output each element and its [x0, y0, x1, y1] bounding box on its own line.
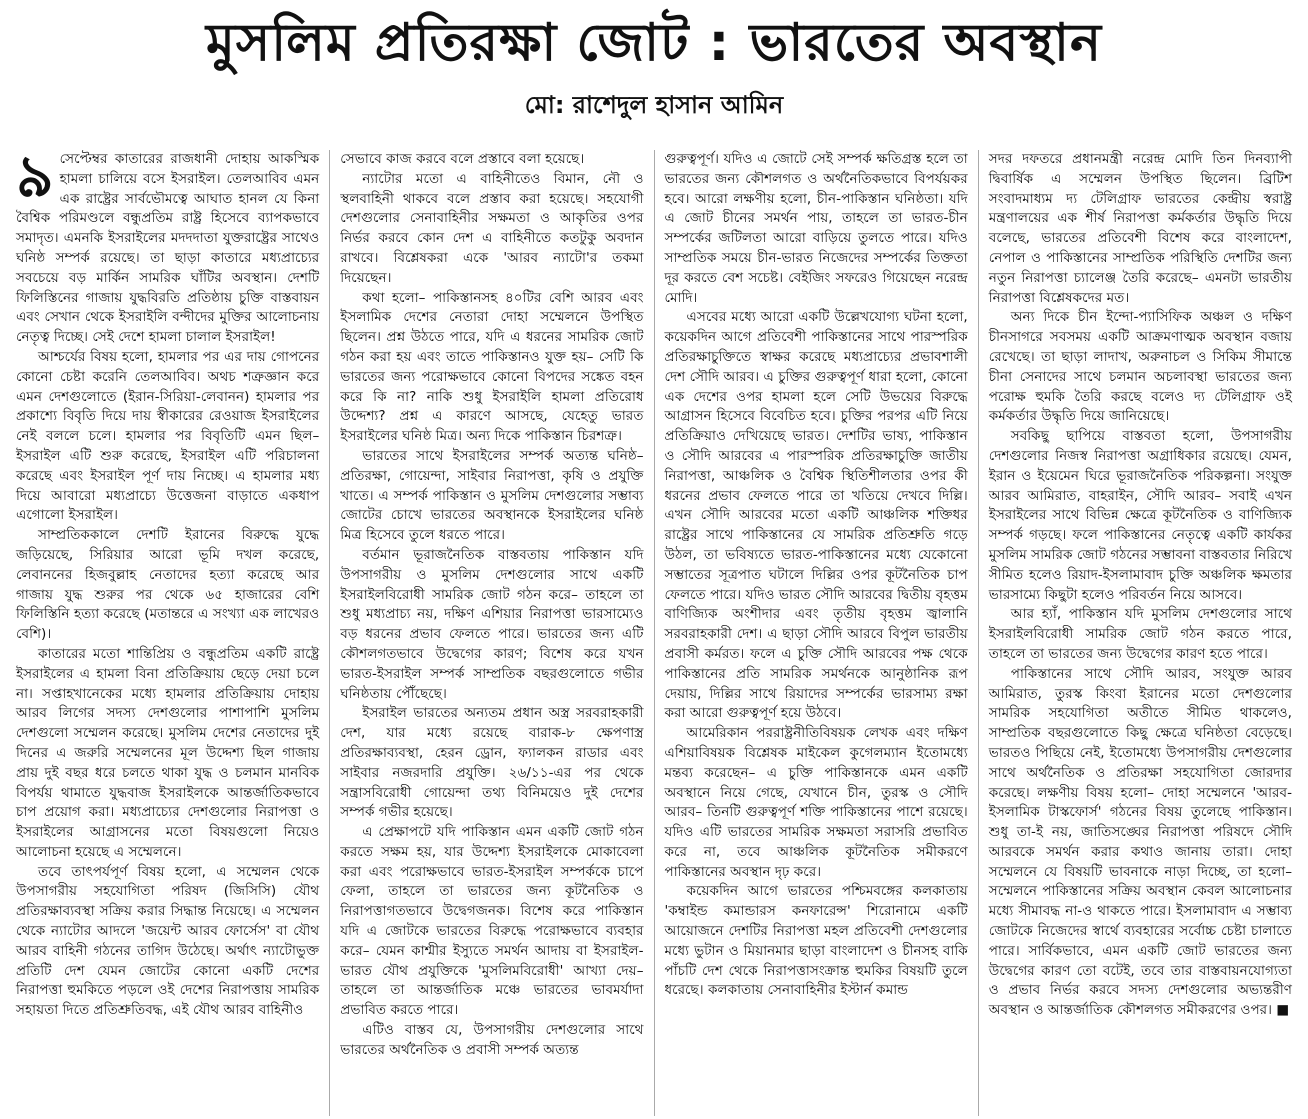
column-4: [978, 150, 1302, 1116]
paragraph: তবে তাৎপর্যপূর্ণ বিষয় হলো, এ সম্মেলন থেকে উপসাগরীয় সহযোগিতা পরিষদ (জিসিসি) যৌথ প্রতিরক্ষাব্যবস্থা সক্রিয় করার সিদ্ধান্ত নিয়েছে। এ সম্মেলন থেকে ন্যাটোর আদলে 'জয়েন্ট আরব ফোর্সেস' বা যৌথ আরব বাহিনী গঠনের তাগিদ উঠেছে। অর্থাৎ ন্যাটোভুক্ত প্রতিটি দেশ যেমন জোটের কোনো একটি দেশের নিরাপত্তা হুমকিতে পড়লে ওই দেশের নিরাপত্তায় সামরিক সহায়তা দিতে প্রতিশ্রুতিবদ্ধ, এই যৌথ আরব বাহিনীও: [16, 863, 320, 1019]
article-byline: মো: রাশেদুল হাসান আমিন: [524, 91, 784, 119]
paragraph: [16, 150, 319, 348]
paragraph: এটিও বাস্তব যে, উপসাগরীয় দেশগুলোর সাথে ভারতের অর্থনৈতিক ও প্রবাসী সম্পর্ক অত্যন্ত: [340, 1022, 644, 1058]
column-3: [654, 150, 978, 1116]
paragraph: কাতারের মতো শান্তিপ্রিয় ও বন্ধুপ্রতিম একটি রাষ্ট্রে ইসরাইলের এ হামলা বিনা প্রতিক্রিয়ায় ছেড়ে দেয়া চলে না। সপ্তাহখানেকের মধ্যে হামলার প্রতিক্রিয়ায় দোহায় আরব লিগের সদস্য দেশগুলোর পাশাপাশি মুসলিম দেশগুলো সম্মেলন করেছে। মুসলিম দেশের নেতাদের দুই দিনের এ জরুরি সম্মেলনের মূল উদ্দেশ্য ছিল গাজায় প্রায় দুই বছর ধরে চলতে থাকা যুদ্ধ ও চলমান মানবিক বিপর্যয় থামাতে যুদ্ধবাজ ইসরাইলকে আন্তর্জাতিকভাবে চাপ প্রয়োগ করা। মধ্যপ্রাচ্যের দেশগুলোর নিরাপত্তা ও ইসরাইলের আগ্রাসনের মতো বিষয়গুলো নিয়েও আলোচনা হয়েছে এ সম্মেলনে।: [16, 645, 320, 860]
paragraph: বর্তমান ভূরাজনৈতিক বাস্তবতায় পাকিস্তান যদি উপসাগরীয় ও মুসলিম দেশগুলোর সাথে একটি ইসরাইলবিরোধী সামরিক জোট গঠন করে– তাহলে তা শুধু মধ্যপ্রাচ্য নয়, দক্ষিণ এশিয়ার নিরাপত্তা ভারসাম্যেও বড় ধরনের প্রভাব ফেলতে পারে। ভারতের জন্য এটি কৌশলগতভাবে উদ্বেগের কারণ; বিশেষ করে যখন ভারত-ইসরাইল সম্পর্ক সাম্প্রতিক বছরগুলোতে গভীর ঘনিষ্ঠতায় পৌঁছেছে।: [340, 546, 644, 702]
paragraph: অন্য দিকে চীন ইন্দো-প্যাসিফিক অঞ্চল ও দক্ষিণ চীনসাগরে সবসময় একটি আক্রমণাত্মক অবস্থান বজায় রেখেছে। তা ছাড়া লাদাখ, অরুনাচল ও সিকিম সীমান্তে চীনা সেনাদের সাথে চলমান অচলাবস্থা ভারতের জন্য পরোক্ষ হুমকি তৈরি করছে বলেও দ্য টেলিগ্রাফ ওই কর্মকর্তার উদ্ধৃতি দিয়ে জানিয়েছে।: [988, 309, 1292, 425]
paragraph: সেভাবে কাজ করবে বলে প্রস্তাবে বলা হয়েছে।: [340, 151, 585, 167]
paragraph: কয়েকদিন আগে ভারতের পশ্চিমবঙ্গের কলকাতায় 'কম্বাইন্ড কমান্ডারস কনফারেন্স' শিরোনামে একটি আয়োজনে দেশটির নিরাপত্তা মহল প্রতিবেশী দেশগুলোর মধ্যে ভুটান ও মিয়ানমার ছাড়া বাংলাদেশ ও চীনসহ বাকি পাঁচটি দেশ থেকে নিরাপত্তাসংক্রান্ত হুমকির বিষয়টি তুলে ধরেছে। কলকাতায় সেনাবাহিনীর ইস্টার্ন কমান্ড: [664, 883, 968, 999]
article-body: [6, 150, 1302, 1116]
paragraph: সদর দফতরে প্রধানমন্ত্রী নরেন্দ্র মোদি তিন দিনব্যাপী দ্বিবার্ষিক এ সম্মেলন উপস্থিত ছিলেন। ব্রিটিশ সংবাদমাধ্যম দ্য টেলিগ্রাফ ভারতের কেন্দ্রীয় স্বরাষ্ট্র মন্ত্রণালয়ের এক শীর্ষ নিরাপত্তা কর্মকর্তার উদ্ধৃতি দিয়ে বলেছে, ভারতের প্রতিবেশী বিশেষ করে বাংলাদেশ, নেপাল ও পাকিস্তানের সাম্প্রতিক পরিস্থিতি দেশটির জন্য নতুন নিরাপত্তা চ্যালেঞ্জ তৈরি করেছে– এমনটা ভারতীয় নিরাপত্তা বিশ্লেষকদের মত।: [988, 151, 1292, 306]
paragraph: ন্যাটোর মতো এ বাহিনীতেও বিমান, নৌ ও স্থলবাহিনী থাকবে বলে প্রস্তাব করা হয়েছে। সহযোগী দেশগুলোর সেনাবাহিনীর সক্ষমতা ও আকৃতির ওপর নির্ভর করবে কোন দেশ এ বাহিনীতে কতটুকু অবদান রাখবে। বিশ্লেষকরা একে 'আরব ন্যাটো'র তকমা দিয়েছেন।: [340, 170, 644, 286]
paragraph: কথা হলো– পাকিস্তানসহ ৪০টির বেশি আরব এবং ইসলামিক দেশের নেতারা দোহা সম্মেলনে উপস্থিত ছিলেন। প্রশ্ন উঠতে পারে, যদি এ ধরনের সামরিক জোট গঠন করা হয় এবং তাতে পাকিস্তানও যুক্ত হয়– সেটি কি ভারতের জন্য পরোক্ষভাবে কোনো বিপদের সঙ্কেত বহন করে কি না? নাকি শুধু ইসরাইলি হামলা প্রতিরোধ উদ্দেশ্য? প্রশ্ন এ কারণে আসছে, যেহেতু ভারত ইসরাইলের ঘনিষ্ঠ মিত্র। অন্য দিকে পাকিস্তান চিরশত্রু।: [340, 289, 644, 445]
paragraph: আর হ্যাঁ, পাকিস্তান যদি মুসলিম দেশগুলোর সাথে ইসরাইলবিরোধী সামরিক জোট গঠন করতে পারে, তাহলে তা ভারতের জন্য উদ্বেগের কারণ হতে পারে।: [988, 606, 1292, 662]
paragraph: সাম্প্রতিককালে দেশটি ইরানের বিরুদ্ধে যুদ্ধে জড়িয়েছে, সিরিয়ার আরো ভূমি দখল করেছে, লেবাননের হিজবুল্লাহ নেতাদের হত্যা করেছে আর গাজায় যুদ্ধ শুরুর পর থেকে ৬৫ হাজারের বেশি ফিলিস্তিনি হত্যা করেছে (মতান্তরে এ সংখ্যা এক লাখেরও বেশি)।: [16, 527, 320, 643]
column-2: [329, 150, 653, 1116]
paragraph: ভারতের সাথে ইসরাইলের সম্পর্ক অত্যন্ত ঘনিষ্ঠ– প্রতিরক্ষা, গোয়েন্দা, সাইবার নিরাপত্তা, কৃষি ও প্রযুক্তি খাতে। এ সম্পর্ক পাকিস্তান ও মুসলিম দেশগুলোর সম্ভাব্য জোটের চোখে ভারতের অবস্থানকে ইসরাইলের ঘনিষ্ঠ মিত্র হিসেবে তুলে ধরতে পারে।: [340, 447, 644, 544]
drop-cap: ৯: [16, 150, 54, 210]
paragraph: সবকিছু ছাপিয়ে বাস্তবতা হলো, উপসাগরীয় দেশগুলোর নিজস্ব নিরাপত্তা অগ্রাধিকার রয়েছে। যেমন, ইরান ও ইয়েমেন ঘিরে ভূরাজনৈতিক পরিকল্পনা। সংযুক্ত আরব আমিরাত, বাহরাইন, সৌদি আরব– সবাই এখন ইসরাইলের সাথে বিভিন্ন ক্ষেত্রে কূটনৈতিক ও বাণিজ্যিক সম্পর্ক গড়ছে। ফলে পাকিস্তানের নেতৃত্বে একটি কার্যকর মুসলিম সামরিক জোট গঠনের সম্ভাবনা বাস্তবতার নিরিখে সীমিত হলেও রিয়াদ-ইসলামাবাদ চুক্তি অঞ্চলিক ক্ষমতার ভারসাম্যে কিছুটা হলেও পরিবর্তন নিয়ে আসবে।: [988, 428, 1292, 603]
paragraph: এ প্রেক্ষাপটে যদি পাকিস্তান এমন একটি জোট গঠন করতে সক্ষম হয়, যার উদ্দেশ্য ইসরাইলকে মোকাবেলা করা এবং পরোক্ষভাবে ভারত-ইসরাইল সম্পর্ককে চাপে ফেলা, তাহলে তা ভারতের জন্য কূটনৈতিক ও নিরাপত্তাগতভাবে উদ্বেগজনক। বিশেষ করে পাকিস্তান যদি এ জোটকে ভারতের বিরুদ্ধে পরোক্ষভাবে ব্যবহার করে– যেমন কাশ্মীর ইস্যুতে সমর্থন আদায় বা ইসরাইল-ভারত যৌথ প্রযুক্তিকে 'মুসলিমবিরোধী' আখ্যা দেয়– তাহলে তা আন্তর্জাতিক মঞ্চে ভারতের ভাবমর্যাদা প্রভাবিত করতে পারে।: [340, 824, 644, 1019]
paragraph: ইসরাইল ভারতের অন্যতম প্রধান অস্ত্র সরবরাহকারী দেশ, যার মধ্যে রয়েছে বারাক-৮ ক্ষেপণাস্ত্র প্রতিরক্ষাব্যবস্থা, হেরন ড্রোন, ফ্যালকন রাডার এবং সাইবার নজরদারি প্রযুক্তি। ২৬/১১-এর পর থেকে সন্ত্রাসবিরোধী গোয়েন্দা তথ্য বিনিময়েও দুই দেশের সম্পর্ক গভীর হয়েছে।: [340, 705, 644, 821]
paragraph-text: সেপ্টেম্বর কাতারের রাজধানী দোহায় আকস্মিক হামলা চালিয়ে বসে ইসরাইল। তেলআবিব এমন এক রাষ্ট্রের সার্বভৌমত্বে আঘাত হানল যে কিনা বৈশ্বিক পরিমণ্ডলে বন্ধুপ্রতিম রাষ্ট্র হিসেবে ব্যাপকভাবে সমাদৃত। এমনকি ইসরাইলের মদদদাতা যুক্তরাষ্ট্রের সাথেও ঘনিষ্ঠ সম্পর্ক রয়েছে। তা ছাড়া কাতারে মধ্যপ্রাচ্যের সবচেয়ে বড় মার্কিন সামরিক ঘাঁটির অবস্থান। দেশটি ফিলিস্তিনের গাজায় যুদ্ধবিরতি প্রতিষ্ঠায় চুক্তি বাস্তবায়ন এবং সেখান থেকে ইসরাইলি বন্দীদের মুক্তির আলোচনায় নেতৃত্ব দিচ্ছে। সেই দেশে হামলা চালাল ইসরাইল!: [16, 151, 320, 346]
paragraph: গুরুত্বপূর্ণ। যদিও এ জোটে সেই সম্পর্ক ক্ষতিগ্রস্ত হলে তা ভারতের জন্য কৌশলগত ও অর্থনৈতিকভাবে বিপর্যয়কর হবে। আরো লক্ষণীয় হলো, চীন-পাকিস্তান ঘনিষ্ঠতা। যদি এ জোট চীনের সমর্থন পায়, তাহলে তা ভারত-চীন সম্পর্কের জটিলতা আরো বাড়িয়ে তুলতে পারে। যদিও সাম্প্রতিক সময়ে চীন-ভারত নিজেদের সম্পর্কের তিক্ততা দূর করতে বেশ সচেষ্ট। বেইজিং সফরেও গিয়েছেন নরেন্দ্র মোদি।: [664, 151, 968, 306]
column-1: [6, 150, 329, 1116]
paragraph: পাকিস্তানের সাথে সৌদি আরব, সংযুক্ত আরব আমিরাত, তুরস্ক কিংবা ইরানের মতো দেশগুলোর সামরিক সহযোগিতা অতীতে সীমিত থাকলেও, সাম্প্রতিক বছরগুলোতে কিছু ক্ষেত্রে ঘনিষ্ঠতা বেড়েছে। ভারতও পিছিয়ে নেই, ইতোমধ্যে উপসাগরীয় দেশগুলোর সাথে অর্থনৈতিক ও প্রতিরক্ষা সহযোগিতা জোরদার করেছে। লক্ষণীয় বিষয় হলো– দোহা সম্মেলনে 'আরব-ইসলামিক টাস্কফোর্স' গঠনের বিষয় তুলেছে পাকিস্তান। শুধু তা-ই নয়, জাতিসঙ্ঘের নিরাপত্তা পরিষদে সৌদি আরবকে সমর্থন করার কথাও জানায় তারা। দোহা সম্মেলনে যে বিষয়টি ভাবনাকে নাড়া দিচ্ছে, তা হলো– সম্মেলনে পাকিস্তানের সক্রিয় অবস্থান কেবল আলোচনার মধ্যে সীমাবদ্ধ না-ও থাকতে পারে। ইসলামাবাদ এ সম্ভাব্য জোটকে নিজেদের স্বার্থে ব্যবহারের সর্বোচ্চ চেষ্টা চালাতে পারে। সার্বিকভাবে, এমন একটি জোট ভারতের জন্য উদ্বেগের কারণ তো বটেই, তবে তার বাস্তবায়নযোগ্যতা ও প্রভাব নির্ভর করবে সদস্য দেশগুলোর অভ্যন্তরীণ অবস্থান ও আন্তর্জাতিক কৌশলগত সমীকরণের ওপর। ■: [988, 665, 1292, 1019]
paragraph: এসবের মধ্যে আরো একটি উল্লেখযোগ্য ঘটনা হলো, কয়েকদিন আগে প্রতিবেশী পাকিস্তানের সাথে পারস্পরিক প্রতিরক্ষাচুক্তিতে স্বাক্ষর করেছে মধ্যপ্রাচ্যের প্রভাবশালী দেশ সৌদি আরব। এ চুক্তির গুরুত্বপূর্ণ ধারা হলো, কোনো এক দেশের ওপর হামলা হলে সেটি উভয়ের বিরুদ্ধে আগ্রাসন হিসেবে বিবেচিত হবে। চুক্তির পরপর এটি নিয়ে প্রতিক্রিয়াও দেখিয়েছে ভারত। দেশটির ভাষ্য, পাকিস্তান ও সৌদি আরবের এ পারস্পরিক প্রতিরক্ষাচুক্তি জাতীয় নিরাপত্তা, আঞ্চলিক ও বৈশ্বিক স্থিতিশীলতার ওপর কী ধরনের প্রভাব ফেলতে পারে তা খতিয়ে দেখবে দিল্লি। এখন সৌদি আরবের মতো একটি আঞ্চলিক শক্তিধর রাষ্ট্রের সাথে পাকিস্তানের যে সামরিক প্রতিশ্রুতি গড়ে উঠল, তা ভবিষ্যতে ভারত-পাকিস্তানের মধ্যে যেকোনো সম্ভাতের সূত্রপাত ঘটালে দিল্লির ওপর কূটনৈতিক চাপ ফেলতে পারে। যদিও ভারত সৌদি আরবের দ্বিতীয় বৃহত্তম বাণিজ্যিক অংশীদার এবং তৃতীয় বৃহত্তম জ্বালানি সরবরাহকারী দেশ। এ ছাড়া সৌদি আরবে বিপুল ভারতীয় প্রবাসী কর্মরত। ফলে এ চুক্তি সৌদি আরবের পক্ষ থেকে পাকিস্তানের প্রতি সামরিক সমর্থনকে আনুষ্ঠানিক রূপ দেয়ায়, দিল্লির সাথে রিয়াদের সম্পর্কের ভারসাম্য রক্ষা করা আরো গুরুত্বপূর্ণ হয়ে উঠবে।: [664, 309, 968, 722]
paragraph: আমেরিকান পররাষ্ট্রনীতিবিষয়ক লেখক এবং দক্ষিণ এশিয়াবিষয়ক বিশ্লেষক মাইকেল কুগেলম্যান ইতোমধ্যে মন্তব্য করেছেন– এ চুক্তি পাকিস্তানকে এমন একটি অবস্থানে নিয়ে গেছে, যেখানে চীন, তুরস্ক ও সৌদি আরব– তিনটি গুরুত্বপূর্ণ শক্তি পাকিস্তানের পাশে রয়েছে। যদিও এটি ভারতের সামরিক সক্ষমতা সরাসরি প্রভাবিত করে না, তবে আঞ্চলিক কূটনৈতিক সমীকরণে পাকিস্তানের অবস্থান দৃঢ় করে।: [664, 725, 968, 880]
paragraph: আশ্চর্যের বিষয় হলো, হামলার পর এর দায় গোপনের কোনো চেষ্টা করেনি তেলআবিব। অথচ শত্রুজ্ঞান করে এমন দেশগুলোতে (ইরান-সিরিয়া-লেবানন) হামলার পর প্রকাশ্যে বিবৃতি দিয়ে দায় স্বীকারের রেওয়াজ ইসরাইলের নেই বললে চলে। হামলার পর বিবৃতিটি এমন ছিল– ইসরাইল এটি শুরু করেছে, ইসরাইল এটি পরিচালনা করেছে এবং ইসরাইল পূর্ণ দায় নিচ্ছে। এ হামলার মধ্য দিয়ে আবারো মধ্যপ্রাচ্যে উত্তেজনা বাড়াতে একধাপ এগোলো ইসরাইল।: [16, 348, 320, 524]
article-headline: মুসলিম প্রতিরক্ষা জোট : ভারতের অবস্থান: [205, 13, 1103, 73]
